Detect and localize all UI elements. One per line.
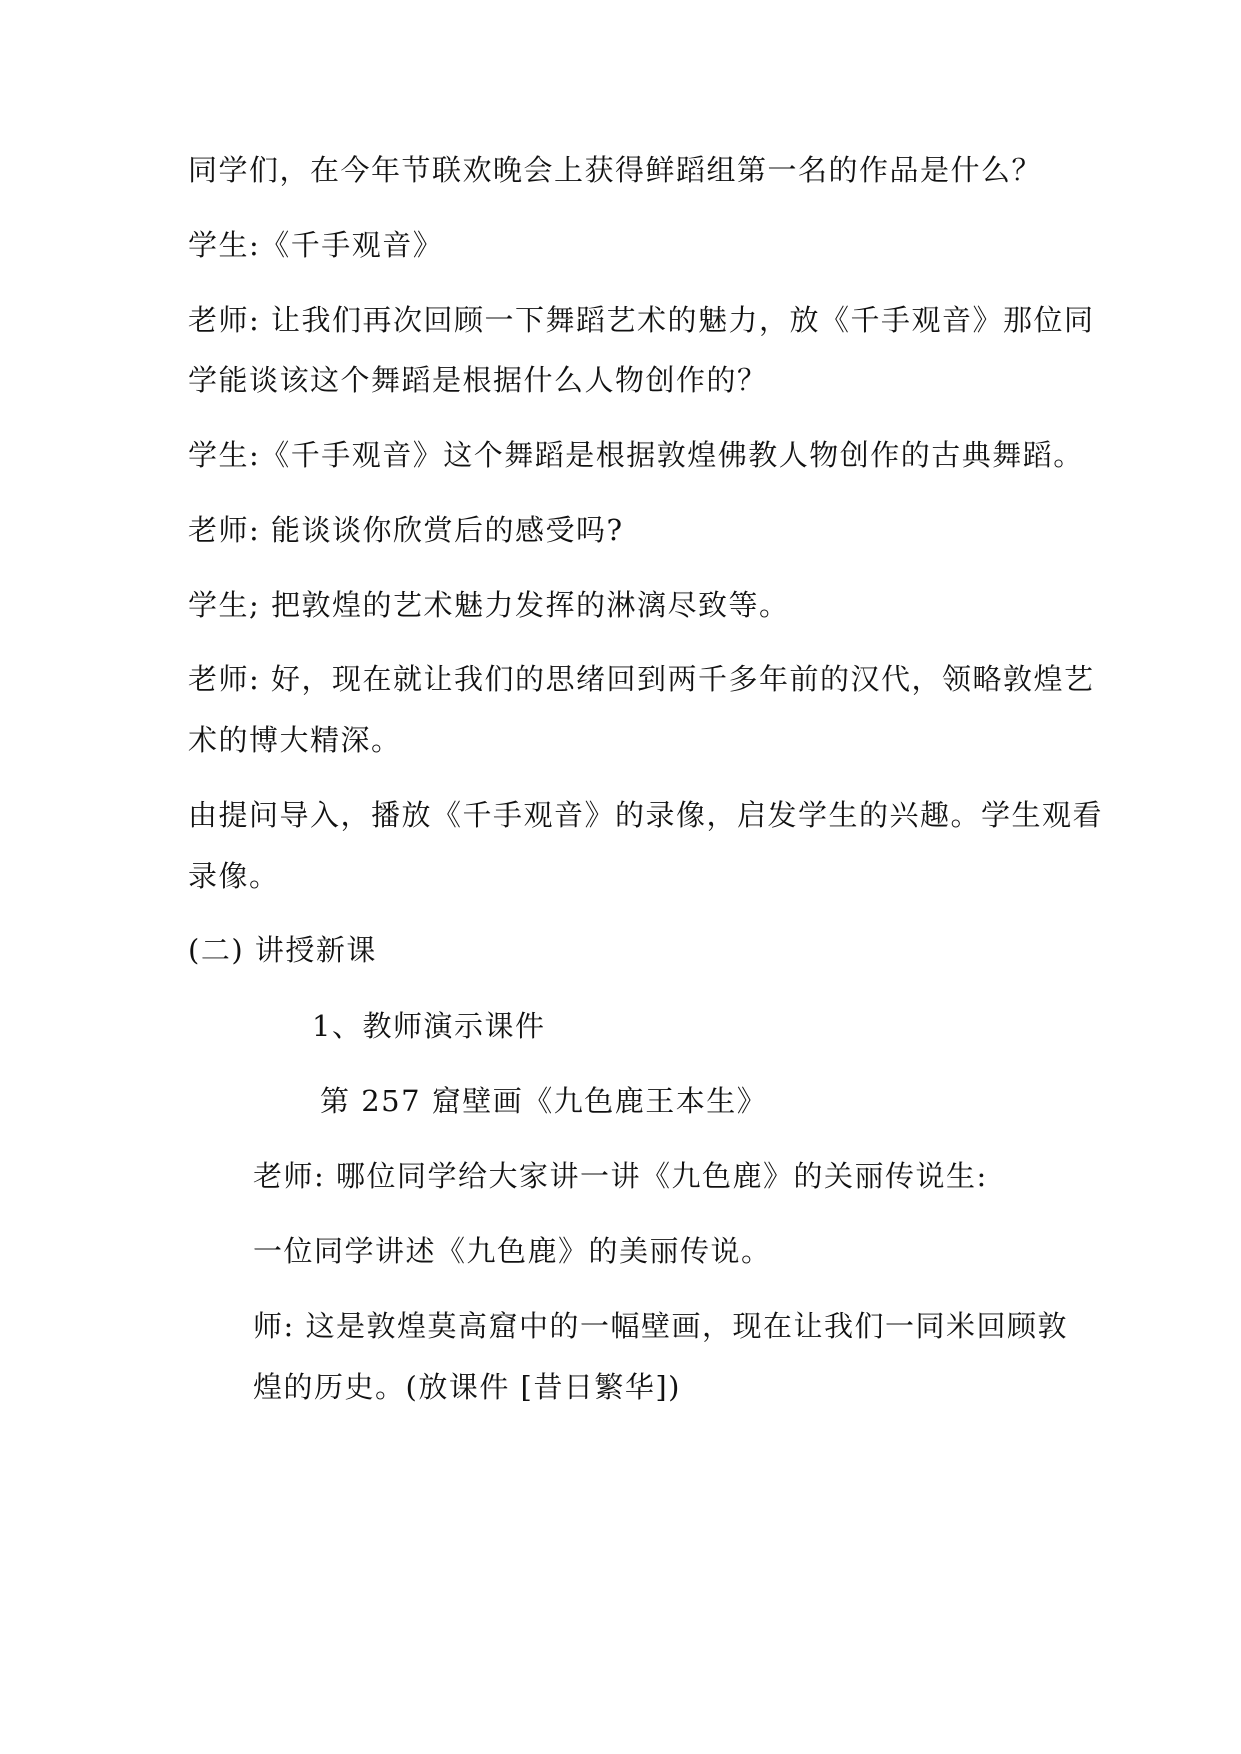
text-line: 由提问导入，播放《千手观音》的录像，启发学生的兴趣。学生观看 bbox=[188, 798, 1104, 832]
text-line: 煌的历史。(放课件 [昔日繁华]) bbox=[253, 1370, 681, 1404]
text-line: 老师: 好，现在就让我们的思绪回到两千多年前的汉代，领略敦煌艺 bbox=[188, 662, 1095, 696]
text-line: 录像。 bbox=[188, 859, 280, 893]
artwork-title: 第 257 窟壁画《九色鹿王本生》 bbox=[320, 1084, 768, 1118]
text-line: 学能谈该这个舞蹈是根据什么人物创作的？ bbox=[188, 363, 768, 397]
section-heading: (二) 讲授新课 bbox=[188, 933, 377, 967]
text-line: 学生:《千手观音》这个舞蹈是根据敦煌佛教人物创作的古典舞蹈。 bbox=[188, 438, 1084, 472]
subsection-heading: 1、教师演示课件 bbox=[312, 1009, 546, 1043]
text-line: 师: 这是敦煌莫高窟中的一幅壁画，现在让我们一同米回顾敦 bbox=[253, 1309, 1068, 1343]
text-line: 老师: 能谈谈你欣赏后的感受吗? bbox=[188, 513, 624, 547]
text-line: 老师: 让我们再次回顾一下舞蹈艺术的魅力，放《千手观音》那位同 bbox=[188, 303, 1095, 337]
text-line: 学生; 把敦煌的艺术魅力发挥的淋漓尽致等。 bbox=[188, 588, 790, 622]
text-line: 术的博大精深。 bbox=[188, 723, 402, 757]
text-line: 一位同学讲述《九色鹿》的美丽传说。 bbox=[253, 1234, 772, 1268]
text-line: 学生:《千手观音》 bbox=[188, 228, 444, 262]
text-line: 老师: 哪位同学给大家讲一讲《九色鹿》的关丽传说生: bbox=[253, 1159, 988, 1193]
text-line: 同学们，在今年节联欢晚会上获得鲜蹈组第一名的作品是什么？ bbox=[188, 153, 1043, 187]
